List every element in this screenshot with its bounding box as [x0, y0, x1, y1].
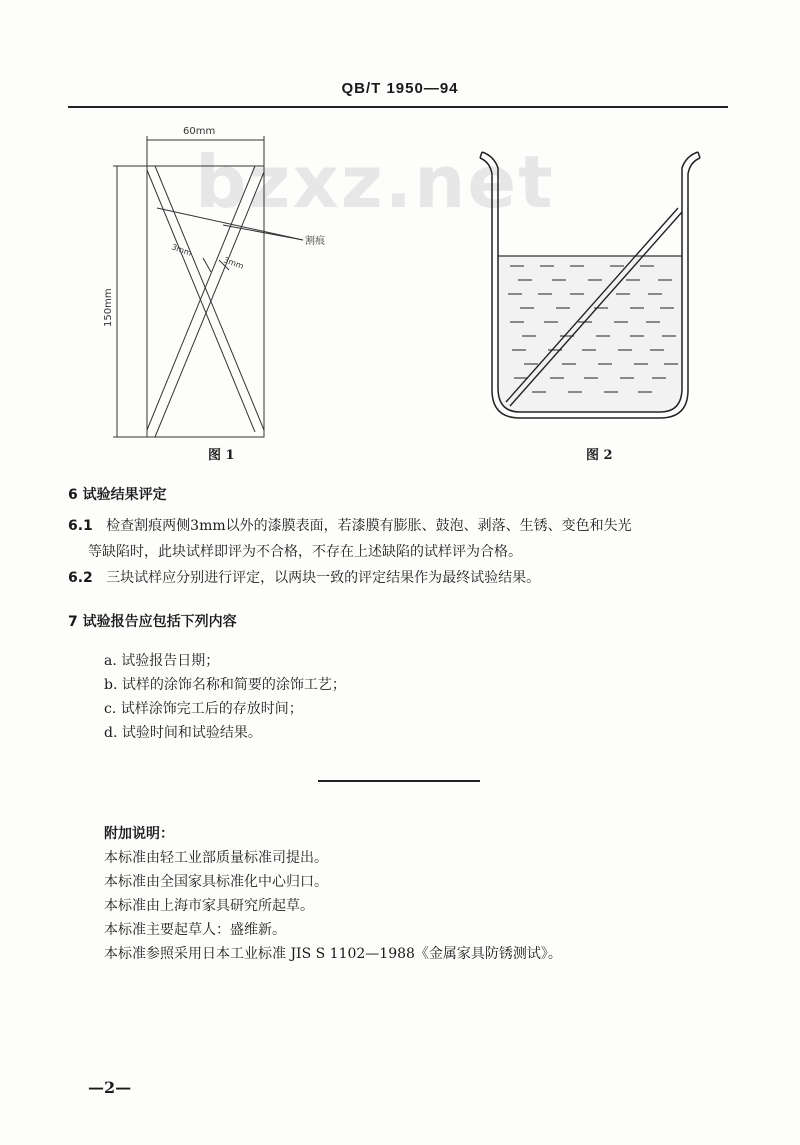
- scratch-line: [155, 172, 264, 437]
- figure-1-caption: 图 1: [208, 448, 235, 463]
- section-7-heading: 7 试验报告应包括下列内容: [68, 614, 237, 630]
- clause-number: 6.2: [68, 570, 93, 586]
- section-6-heading: 6 试验结果评定: [68, 487, 167, 503]
- gap-label: 3mm: [170, 242, 193, 258]
- clause-text: 检查割痕两侧3mm以外的漆膜表面，若漆膜有膨胀、鼓泡、剥落、生锈、变色和失光: [106, 518, 632, 534]
- document-code-header: QB/T 1950—94: [341, 80, 459, 97]
- note-line: 本标准参照采用日本工业标准 JIS S 1102—1988《金属家具防锈测试》。: [104, 946, 562, 962]
- gap-label: 3mm: [222, 255, 245, 271]
- end-separator: [318, 780, 480, 782]
- clause-6-1: [68, 514, 748, 538]
- header-rule: [68, 106, 728, 108]
- test-panel-outline: [147, 166, 264, 437]
- page-number: —2—: [88, 1078, 132, 1097]
- clause-number: 6.1: [68, 518, 93, 534]
- watermark: bzxz.net: [195, 140, 555, 224]
- scratch-line: [147, 166, 255, 430]
- note-line: 本标准由轻工业部质量标准司提出。: [104, 850, 328, 866]
- note-line: 本标准由上海市家具研究所起草。: [104, 898, 314, 914]
- figure-2-caption: 图 2: [586, 448, 613, 463]
- height-label: 150mm: [103, 288, 114, 327]
- list-item: b. 试样的涂饰名称和简要的涂饰工艺；: [104, 677, 346, 693]
- notes-title: 附加说明：: [104, 826, 174, 842]
- scratch-label: 割痕: [305, 236, 325, 247]
- scratch-line: [155, 166, 264, 430]
- width-label: 60mm: [183, 126, 216, 137]
- figure-2-beaker: [470, 140, 710, 430]
- note-line: 本标准由全国家具标准化中心归口。: [104, 874, 328, 890]
- clause-6-2: [68, 566, 748, 590]
- additional-notes: [104, 822, 744, 966]
- figure-1-test-panel: [95, 112, 395, 447]
- list-item: c. 试样涂饰完工后的存放时间；: [104, 701, 303, 717]
- clause-6-1-continued: 等缺陷时，此块试样即评为不合格，不存在上述缺陷的试样评为合格。: [88, 544, 522, 560]
- list-item: d. 试验时间和试验结果。: [104, 725, 262, 741]
- clause-text: 三块试样应分别进行评定，以两块一致的评定结果作为最终试验结果。: [106, 570, 541, 586]
- note-line: 本标准主要起草人：盛维新。: [104, 922, 286, 938]
- list-item: a. 试验报告日期；: [104, 653, 220, 669]
